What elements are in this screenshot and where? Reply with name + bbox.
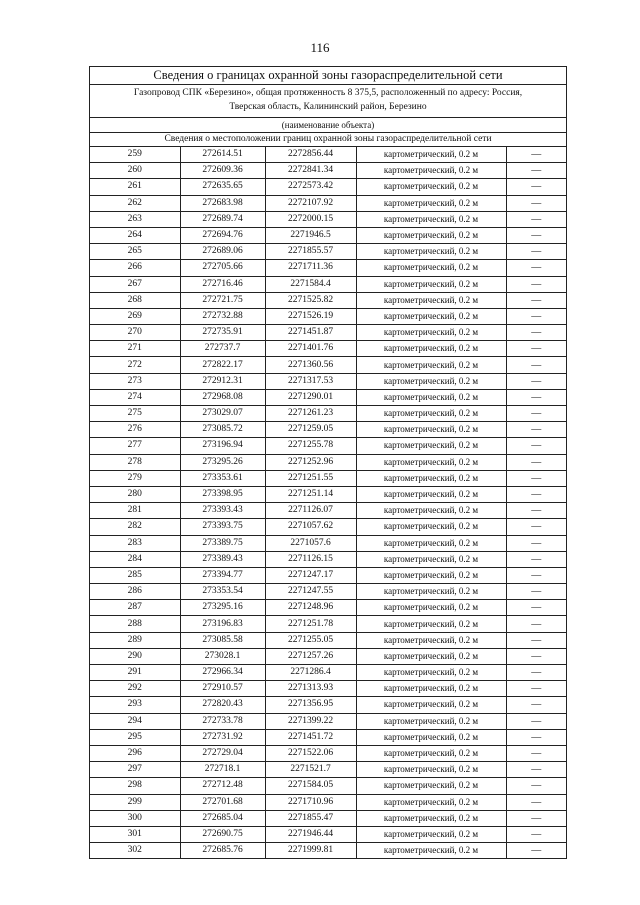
y-coordinate-cell: 2271247.17: [265, 567, 356, 583]
method-cell: картометрический, 0.2 м: [356, 713, 506, 729]
method-cell: картометрический, 0.2 м: [356, 729, 506, 745]
point-number-cell: 299: [90, 794, 180, 810]
point-number-cell: 297: [90, 762, 180, 778]
method-cell: картометрический, 0.2 м: [356, 762, 506, 778]
point-number-cell: 300: [90, 810, 180, 826]
point-number-cell: 270: [90, 325, 180, 341]
method-cell: картометрический, 0.2 м: [356, 567, 506, 583]
point-number-cell: 288: [90, 616, 180, 632]
y-coordinate-cell: 2271257.26: [265, 648, 356, 664]
error-cell: —: [506, 211, 566, 227]
method-cell: картометрический, 0.2 м: [356, 438, 506, 454]
error-cell: —: [506, 357, 566, 373]
x-coordinate-cell: 273393.43: [180, 503, 265, 519]
table-row: [90, 389, 566, 405]
table-row: [90, 810, 566, 826]
method-cell: картометрический, 0.2 м: [356, 292, 506, 308]
point-number-cell: 287: [90, 600, 180, 616]
table-row: [90, 454, 566, 470]
x-coordinate-cell: 272701.68: [180, 794, 265, 810]
point-number-cell: 284: [90, 551, 180, 567]
point-number-cell: 263: [90, 211, 180, 227]
error-cell: —: [506, 762, 566, 778]
table-row: [90, 729, 566, 745]
y-coordinate-cell: 2271251.14: [265, 486, 356, 502]
x-coordinate-cell: 273353.61: [180, 470, 265, 486]
error-cell: —: [506, 389, 566, 405]
y-coordinate-cell: 2271313.93: [265, 681, 356, 697]
y-coordinate-cell: 2271126.15: [265, 551, 356, 567]
y-coordinate-cell: 2271946.5: [265, 227, 356, 243]
table-row: [90, 713, 566, 729]
method-cell: картометрический, 0.2 м: [356, 357, 506, 373]
x-coordinate-cell: 272735.91: [180, 325, 265, 341]
method-cell: картометрический, 0.2 м: [356, 276, 506, 292]
y-coordinate-cell: 2271521.7: [265, 762, 356, 778]
point-number-cell: 268: [90, 292, 180, 308]
x-coordinate-cell: 272737.7: [180, 341, 265, 357]
method-cell: картометрический, 0.2 м: [356, 794, 506, 810]
y-coordinate-cell: 2271259.05: [265, 422, 356, 438]
method-cell: картометрический, 0.2 м: [356, 778, 506, 794]
x-coordinate-cell: 273085.72: [180, 422, 265, 438]
x-coordinate-cell: 273029.07: [180, 406, 265, 422]
y-coordinate-cell: 2271126.07: [265, 503, 356, 519]
x-coordinate-cell: 273398.95: [180, 486, 265, 502]
method-cell: картометрический, 0.2 м: [356, 681, 506, 697]
x-coordinate-cell: 272968.08: [180, 389, 265, 405]
x-coordinate-cell: 273028.1: [180, 648, 265, 664]
error-cell: —: [506, 260, 566, 276]
document-title: Сведения о границах охранной зоны газораспределительной сети: [90, 67, 566, 85]
y-coordinate-cell: 2271247.55: [265, 584, 356, 600]
error-cell: —: [506, 195, 566, 211]
table-row: [90, 665, 566, 681]
x-coordinate-cell: 272685.76: [180, 843, 265, 859]
point-number-cell: 275: [90, 406, 180, 422]
x-coordinate-cell: 273394.77: [180, 567, 265, 583]
method-cell: картометрический, 0.2 м: [356, 519, 506, 535]
point-number-cell: 272: [90, 357, 180, 373]
y-coordinate-cell: 2271710.96: [265, 794, 356, 810]
y-coordinate-cell: 2271526.19: [265, 308, 356, 324]
point-number-cell: 269: [90, 308, 180, 324]
method-cell: картометрический, 0.2 м: [356, 535, 506, 551]
method-cell: картометрический, 0.2 м: [356, 179, 506, 195]
point-number-cell: 283: [90, 535, 180, 551]
y-coordinate-cell: 2271999.81: [265, 843, 356, 859]
x-coordinate-cell: 272683.98: [180, 195, 265, 211]
coordinates-table-body: [90, 147, 566, 859]
error-cell: —: [506, 729, 566, 745]
x-coordinate-cell: 272912.31: [180, 373, 265, 389]
method-cell: картометрический, 0.2 м: [356, 195, 506, 211]
object-name-line-2: Тверская область, Калининский район, Березино: [229, 102, 427, 112]
error-cell: —: [506, 454, 566, 470]
table-row: [90, 147, 566, 163]
y-coordinate-cell: 2271360.56: [265, 357, 356, 373]
x-coordinate-cell: 272729.04: [180, 745, 265, 761]
y-coordinate-cell: 2271584.4: [265, 276, 356, 292]
method-cell: картометрический, 0.2 м: [356, 373, 506, 389]
error-cell: —: [506, 826, 566, 842]
y-coordinate-cell: 2271584.05: [265, 778, 356, 794]
y-coordinate-cell: 2271255.78: [265, 438, 356, 454]
table-row: [90, 179, 566, 195]
point-number-cell: 294: [90, 713, 180, 729]
error-cell: —: [506, 778, 566, 794]
error-cell: —: [506, 227, 566, 243]
method-cell: картометрический, 0.2 м: [356, 697, 506, 713]
x-coordinate-cell: 273196.94: [180, 438, 265, 454]
method-cell: картометрический, 0.2 м: [356, 600, 506, 616]
x-coordinate-cell: 272689.06: [180, 244, 265, 260]
error-cell: —: [506, 843, 566, 859]
x-coordinate-cell: 272718.1: [180, 762, 265, 778]
method-cell: картометрический, 0.2 м: [356, 260, 506, 276]
point-number-cell: 285: [90, 567, 180, 583]
y-coordinate-cell: 2271255.05: [265, 632, 356, 648]
method-cell: картометрический, 0.2 м: [356, 826, 506, 842]
table-row: [90, 697, 566, 713]
point-number-cell: 266: [90, 260, 180, 276]
method-cell: картометрический, 0.2 м: [356, 632, 506, 648]
table-row: [90, 211, 566, 227]
method-cell: картометрический, 0.2 м: [356, 389, 506, 405]
table-row: [90, 681, 566, 697]
table-row: [90, 357, 566, 373]
x-coordinate-cell: 273389.75: [180, 535, 265, 551]
method-cell: картометрический, 0.2 м: [356, 470, 506, 486]
y-coordinate-cell: 2271261.23: [265, 406, 356, 422]
point-number-cell: 265: [90, 244, 180, 260]
method-cell: картометрический, 0.2 м: [356, 648, 506, 664]
y-coordinate-cell: 2271248.96: [265, 600, 356, 616]
document-frame: [89, 66, 567, 859]
table-row: [90, 422, 566, 438]
point-number-cell: 276: [90, 422, 180, 438]
point-number-cell: 295: [90, 729, 180, 745]
x-coordinate-cell: 272966.34: [180, 665, 265, 681]
x-coordinate-cell: 272689.74: [180, 211, 265, 227]
error-cell: —: [506, 147, 566, 163]
table-row: [90, 227, 566, 243]
object-name-line-1: Газопровод СПК «Березино», общая протяженность 8 375,5, расположенный по адресу: Россия,: [133, 88, 523, 98]
point-number-cell: 301: [90, 826, 180, 842]
error-cell: —: [506, 713, 566, 729]
table-row: [90, 794, 566, 810]
x-coordinate-cell: 272721.75: [180, 292, 265, 308]
x-coordinate-cell: 273389.43: [180, 551, 265, 567]
x-coordinate-cell: 273295.16: [180, 600, 265, 616]
method-cell: картометрический, 0.2 м: [356, 244, 506, 260]
error-cell: —: [506, 406, 566, 422]
section-title: Сведения о местоположении границ охранной зоны газораспределительной сети: [164, 134, 492, 144]
error-cell: —: [506, 810, 566, 826]
object-name: [90, 85, 566, 117]
table-row: [90, 778, 566, 794]
method-cell: картометрический, 0.2 м: [356, 341, 506, 357]
method-cell: картометрический, 0.2 м: [356, 551, 506, 567]
x-coordinate-cell: 273393.75: [180, 519, 265, 535]
error-cell: —: [506, 535, 566, 551]
point-number-cell: 302: [90, 843, 180, 859]
error-cell: —: [506, 503, 566, 519]
point-number-cell: 293: [90, 697, 180, 713]
table-row: [90, 406, 566, 422]
point-number-cell: 260: [90, 163, 180, 179]
y-coordinate-cell: 2271290.01: [265, 389, 356, 405]
error-cell: —: [506, 632, 566, 648]
x-coordinate-cell: 272732.88: [180, 308, 265, 324]
table-row: [90, 260, 566, 276]
y-coordinate-cell: 2271286.4: [265, 665, 356, 681]
method-cell: картометрический, 0.2 м: [356, 503, 506, 519]
y-coordinate-cell: 2271855.57: [265, 244, 356, 260]
error-cell: —: [506, 179, 566, 195]
y-coordinate-cell: 2271522.06: [265, 745, 356, 761]
point-number-cell: 290: [90, 648, 180, 664]
table-row: [90, 438, 566, 454]
error-cell: —: [506, 373, 566, 389]
x-coordinate-cell: 272712.48: [180, 778, 265, 794]
y-coordinate-cell: 2271855.47: [265, 810, 356, 826]
x-coordinate-cell: 272694.76: [180, 227, 265, 243]
point-number-cell: 261: [90, 179, 180, 195]
y-coordinate-cell: 2272841.34: [265, 163, 356, 179]
error-cell: —: [506, 244, 566, 260]
x-coordinate-cell: 272685.04: [180, 810, 265, 826]
method-cell: картометрический, 0.2 м: [356, 325, 506, 341]
point-number-cell: 277: [90, 438, 180, 454]
point-number-cell: 259: [90, 147, 180, 163]
method-cell: картометрический, 0.2 м: [356, 665, 506, 681]
error-cell: —: [506, 470, 566, 486]
point-number-cell: 289: [90, 632, 180, 648]
point-number-cell: 262: [90, 195, 180, 211]
table-row: [90, 503, 566, 519]
table-row: [90, 584, 566, 600]
table-row: [90, 745, 566, 761]
table-row: [90, 826, 566, 842]
error-cell: —: [506, 551, 566, 567]
error-cell: —: [506, 519, 566, 535]
point-number-cell: 273: [90, 373, 180, 389]
error-cell: —: [506, 681, 566, 697]
table-row: [90, 325, 566, 341]
method-cell: картометрический, 0.2 м: [356, 454, 506, 470]
object-caption: (наименование объекта): [90, 117, 566, 133]
table-row: [90, 616, 566, 632]
x-coordinate-cell: 272820.43: [180, 697, 265, 713]
error-cell: —: [506, 308, 566, 324]
table-row: [90, 373, 566, 389]
x-coordinate-cell: 273353.54: [180, 584, 265, 600]
table-row: [90, 308, 566, 324]
page-number: 116: [310, 40, 330, 55]
error-cell: —: [506, 794, 566, 810]
error-cell: —: [506, 745, 566, 761]
y-coordinate-cell: 2271252.96: [265, 454, 356, 470]
table-row: [90, 551, 566, 567]
y-coordinate-cell: 2271525.82: [265, 292, 356, 308]
x-coordinate-cell: 272705.66: [180, 260, 265, 276]
point-number-cell: 274: [90, 389, 180, 405]
table-row: [90, 195, 566, 211]
method-cell: картометрический, 0.2 м: [356, 406, 506, 422]
x-coordinate-cell: 272822.17: [180, 357, 265, 373]
method-cell: картометрический, 0.2 м: [356, 745, 506, 761]
error-cell: —: [506, 697, 566, 713]
error-cell: —: [506, 584, 566, 600]
table-row: [90, 632, 566, 648]
error-cell: —: [506, 422, 566, 438]
table-row: [90, 276, 566, 292]
point-number-cell: 281: [90, 503, 180, 519]
point-number-cell: 282: [90, 519, 180, 535]
x-coordinate-cell: 272614.51: [180, 147, 265, 163]
method-cell: картометрический, 0.2 м: [356, 227, 506, 243]
method-cell: картометрический, 0.2 м: [356, 486, 506, 502]
method-cell: картометрический, 0.2 м: [356, 584, 506, 600]
x-coordinate-cell: 272690.75: [180, 826, 265, 842]
method-cell: картометрический, 0.2 м: [356, 422, 506, 438]
x-coordinate-cell: 273295.26: [180, 454, 265, 470]
method-cell: картометрический, 0.2 м: [356, 308, 506, 324]
table-row: [90, 843, 566, 859]
x-coordinate-cell: 272731.92: [180, 729, 265, 745]
error-cell: —: [506, 276, 566, 292]
x-coordinate-cell: 272635.65: [180, 179, 265, 195]
y-coordinate-cell: 2271401.76: [265, 341, 356, 357]
method-cell: картометрический, 0.2 м: [356, 211, 506, 227]
y-coordinate-cell: 2271946.44: [265, 826, 356, 842]
point-number-cell: 291: [90, 665, 180, 681]
method-cell: картометрический, 0.2 м: [356, 616, 506, 632]
table-row: [90, 244, 566, 260]
y-coordinate-cell: 2271356.95: [265, 697, 356, 713]
error-cell: —: [506, 486, 566, 502]
y-coordinate-cell: 2271251.55: [265, 470, 356, 486]
point-number-cell: 267: [90, 276, 180, 292]
x-coordinate-cell: 272733.78: [180, 713, 265, 729]
point-number-cell: 264: [90, 227, 180, 243]
error-cell: —: [506, 292, 566, 308]
point-number-cell: 286: [90, 584, 180, 600]
point-number-cell: 271: [90, 341, 180, 357]
error-cell: —: [506, 616, 566, 632]
error-cell: —: [506, 438, 566, 454]
method-cell: картометрический, 0.2 м: [356, 163, 506, 179]
error-cell: —: [506, 341, 566, 357]
point-number-cell: 279: [90, 470, 180, 486]
y-coordinate-cell: 2271057.6: [265, 535, 356, 551]
point-number-cell: 278: [90, 454, 180, 470]
method-cell: картометрический, 0.2 м: [356, 843, 506, 859]
point-number-cell: 280: [90, 486, 180, 502]
coordinates-table: [90, 146, 566, 858]
y-coordinate-cell: 2271399.22: [265, 713, 356, 729]
table-row: [90, 648, 566, 664]
error-cell: —: [506, 648, 566, 664]
x-coordinate-cell: 273085.58: [180, 632, 265, 648]
point-number-cell: 292: [90, 681, 180, 697]
table-row: [90, 762, 566, 778]
table-row: [90, 567, 566, 583]
table-row: [90, 292, 566, 308]
y-coordinate-cell: 2271451.72: [265, 729, 356, 745]
table-row: [90, 486, 566, 502]
y-coordinate-cell: 2271451.87: [265, 325, 356, 341]
y-coordinate-cell: 2272856.44: [265, 147, 356, 163]
table-row: [90, 519, 566, 535]
x-coordinate-cell: 272910.57: [180, 681, 265, 697]
table-row: [90, 535, 566, 551]
y-coordinate-cell: 2271251.78: [265, 616, 356, 632]
error-cell: —: [506, 567, 566, 583]
method-cell: картометрический, 0.2 м: [356, 147, 506, 163]
error-cell: —: [506, 325, 566, 341]
y-coordinate-cell: 2271711.36: [265, 260, 356, 276]
table-row: [90, 341, 566, 357]
error-cell: —: [506, 665, 566, 681]
x-coordinate-cell: 272609.36: [180, 163, 265, 179]
x-coordinate-cell: 272716.46: [180, 276, 265, 292]
method-cell: картометрический, 0.2 м: [356, 810, 506, 826]
point-number-cell: 298: [90, 778, 180, 794]
error-cell: —: [506, 163, 566, 179]
error-cell: —: [506, 600, 566, 616]
x-coordinate-cell: 273196.83: [180, 616, 265, 632]
y-coordinate-cell: 2271057.62: [265, 519, 356, 535]
table-row: [90, 470, 566, 486]
table-row: [90, 600, 566, 616]
y-coordinate-cell: 2272000.15: [265, 211, 356, 227]
y-coordinate-cell: 2272573.42: [265, 179, 356, 195]
table-row: [90, 163, 566, 179]
y-coordinate-cell: 2272107.92: [265, 195, 356, 211]
y-coordinate-cell: 2271317.53: [265, 373, 356, 389]
point-number-cell: 296: [90, 745, 180, 761]
